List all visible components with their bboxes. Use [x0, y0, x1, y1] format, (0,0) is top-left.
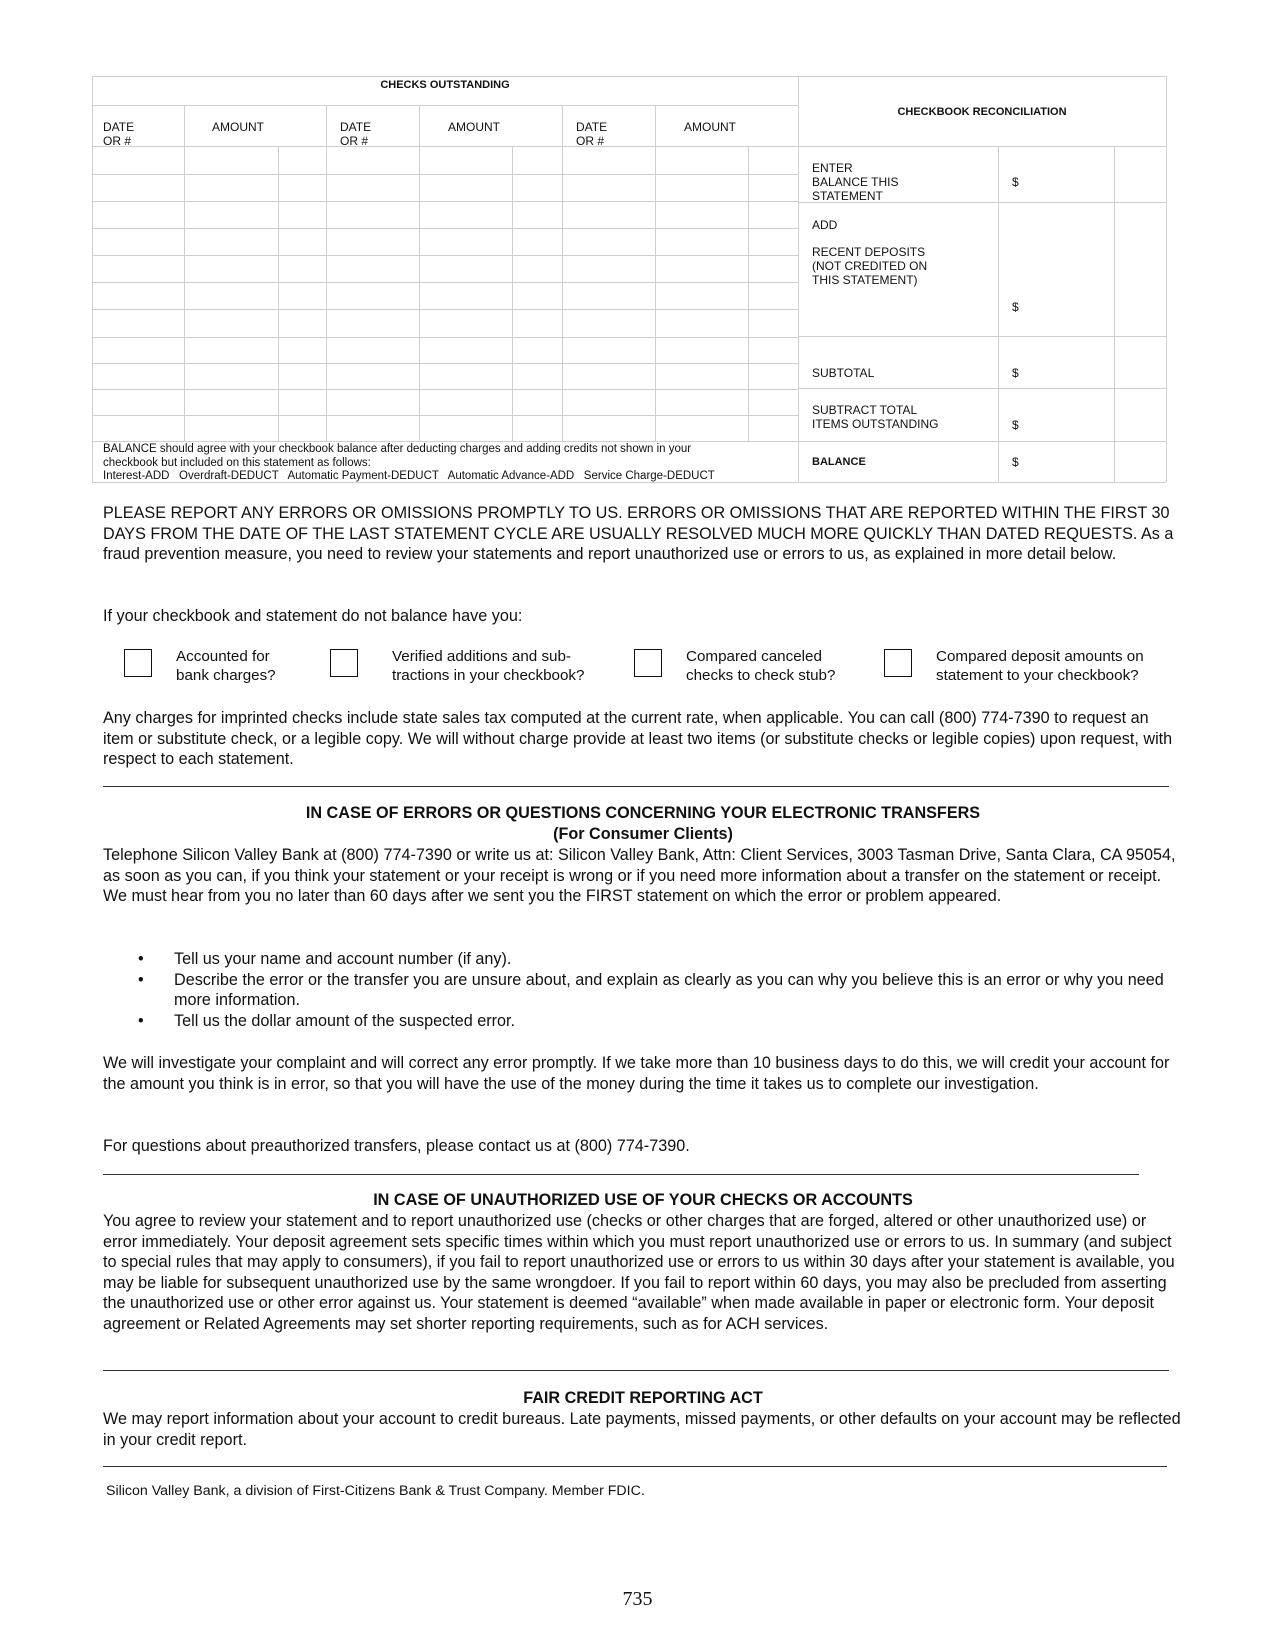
electronic-transfers-body: Telephone Silicon Valley Bank at (800) 774-7390 or write us at: Silicon Valley Bank, Attn: Client Services, 3003 Tasman Drive, Santa Clara, CA 95054, as soon as you can, if you think your statement or your receipt is wrong or if you need more information about a transfer on the statement or receipt. We must hear from you no later than 60 days after we sent you the FIRST statement on which the error or problem appeared. — [103, 846, 1176, 905]
section-divider — [103, 1174, 1139, 1175]
compared-deposits-checkbox[interactable] — [884, 649, 912, 677]
compared-canceled-checkbox[interactable] — [634, 649, 662, 677]
checklist-item: Accounted for bank charges? — [176, 648, 276, 684]
enter-balance-dollar: $ — [1012, 175, 1019, 189]
amount-column-header: AMOUNT — [684, 120, 736, 134]
list-item: • Tell us the dollar amount of the suspected error. — [103, 1011, 1183, 1032]
balance-label: BALANCE — [812, 456, 866, 468]
unauthorized-use-body: You agree to review your statement and to report unauthorized use (checks or other charges that are forged, altered or other unauthorized use) or error immediately. Your deposit agreement sets specific times within which you must report unauthorized use or errors to us. In summary (and subject to special rules that may apply to consumers), if you fail to report unauthorized use or errors to us within 30 days after your statement is available, you may be liable for subsequent unauthorized use by the same wrongdoer. If you fail to report within 60 days, you may also be precluded from asserting the unauthorized use or other error against us. Your statement is deemed “available” when made available in paper or electronic form. Your deposit agreement or Related Agreements may set shorter reporting requirements, such as for ACH services. — [103, 1212, 1175, 1333]
section-divider — [103, 1466, 1167, 1467]
subtract-outstanding-dollar: $ — [1012, 418, 1019, 432]
page-number: 735 — [622, 1588, 653, 1610]
report-errors-notice: PLEASE REPORT ANY ERRORS OR OMISSIONS PROMPTLY TO US. ERRORS OR OMISSIONS THAT ARE REPORTED WITHIN THE FIRST 30 DAYS FROM THE DATE OF THE LAST STATEMENT CYCLE ARE USUALLY RESOLVED MUCH MORE QUICKLY THAN DATED REQUESTS. As a fraud prevention measure, you need to review your statements and report unauthorized use or errors to us, as explained in more detail below. — [103, 504, 1174, 563]
balance-items: Interest-ADD Overdraft-DEDUCT Automatic Payment-DEDUCT Automatic Advance-ADD Service Charge-DEDUCT — [103, 470, 715, 482]
bank-charges-checkbox[interactable] — [124, 649, 152, 677]
balance-note: BALANCE should agree with your checkbook balance after deducting charges and adding credits not shown in your checkbook but included on this statement as follows: — [103, 443, 692, 469]
subtotal-label: SUBTOTAL — [812, 366, 875, 380]
recent-deposits-label: RECENT DEPOSITS (NOT CREDITED ON THIS STATEMENT) — [812, 245, 928, 287]
fcra-heading: FAIR CREDIT REPORTING ACT — [523, 1389, 763, 1407]
subtotal-dollar: $ — [1012, 366, 1019, 380]
enter-balance-label: ENTER BALANCE THIS STATEMENT — [812, 161, 899, 203]
electronic-transfers-heading: IN CASE OF ERRORS OR QUESTIONS CONCERNING YOUR ELECTRONIC TRANSFERS — [305, 804, 981, 822]
list-item: • Describe the error or the transfer you are unsure about, and explain as clearly as you can why you believe this is an error or why you need more information. — [103, 970, 1183, 1011]
amount-column-header: AMOUNT — [212, 120, 264, 134]
recent-deposits-dollar: $ — [1012, 300, 1019, 314]
balance-dollar: $ — [1012, 455, 1019, 469]
amount-column-header: AMOUNT — [448, 120, 500, 134]
investigation-paragraph: We will investigate your complaint and will correct any error promptly. If we take more than 10 business days to do this, we will credit your account for the amount you think is in error, so that you will have the use of the money during the time it takes us to complete our investigation. — [103, 1054, 1170, 1093]
consumer-clients-subheading: (For Consumer Clients) — [553, 825, 733, 843]
section-divider — [103, 1370, 1169, 1371]
subtract-outstanding-label: SUBTRACT TOTAL ITEMS OUTSTANDING — [812, 403, 939, 431]
preauthorized-transfers-paragraph: For questions about preauthorized transfers, please contact us at (800) 774-7390. — [103, 1137, 690, 1155]
date-column-header: DATE OR # — [340, 120, 372, 148]
fcra-body: We may report information about your account to credit bureaus. Late payments, missed payments, or other defaults on your account may be reflected in your credit report. — [103, 1410, 1181, 1449]
checks-outstanding-heading: CHECKS OUTSTANDING — [380, 79, 510, 91]
checklist-item: Compared canceled checks to check stub? — [686, 648, 836, 684]
checklist-item: Verified additions and sub- tractions in your checkbook? — [392, 648, 585, 684]
electronic-transfers-list — [103, 949, 1183, 1031]
verified-additions-checkbox[interactable] — [330, 649, 358, 677]
add-label: ADD — [812, 218, 838, 232]
unauthorized-use-heading: IN CASE OF UNAUTHORIZED USE OF YOUR CHECKS OR ACCOUNTS — [373, 1191, 913, 1209]
list-item: • Tell us your name and account number (if any). — [103, 949, 1183, 970]
imprinted-checks-paragraph: Any charges for imprinted checks include state sales tax computed at the current rate, when applicable. You can call (800) 774-7390 to request an item or substitute check, or a legible copy. We will without charge provide at least two items (or substitute checks or legible copies) upon request, with respect to each statement. — [103, 709, 1173, 768]
checklist-item: Compared deposit amounts on statement to your checkbook? — [936, 648, 1144, 684]
checkbook-reconciliation-heading: CHECKBOOK RECONCILIATION — [897, 106, 1067, 118]
footer-disclaimer: Silicon Valley Bank, a division of First-Citizens Bank & Trust Company. Member FDIC. — [106, 1483, 645, 1499]
date-column-header: DATE OR # — [103, 120, 135, 148]
checklist-intro: If your checkbook and statement do not balance have you: — [103, 607, 523, 625]
section-divider — [103, 786, 1169, 787]
date-column-header: DATE OR # — [576, 120, 608, 148]
